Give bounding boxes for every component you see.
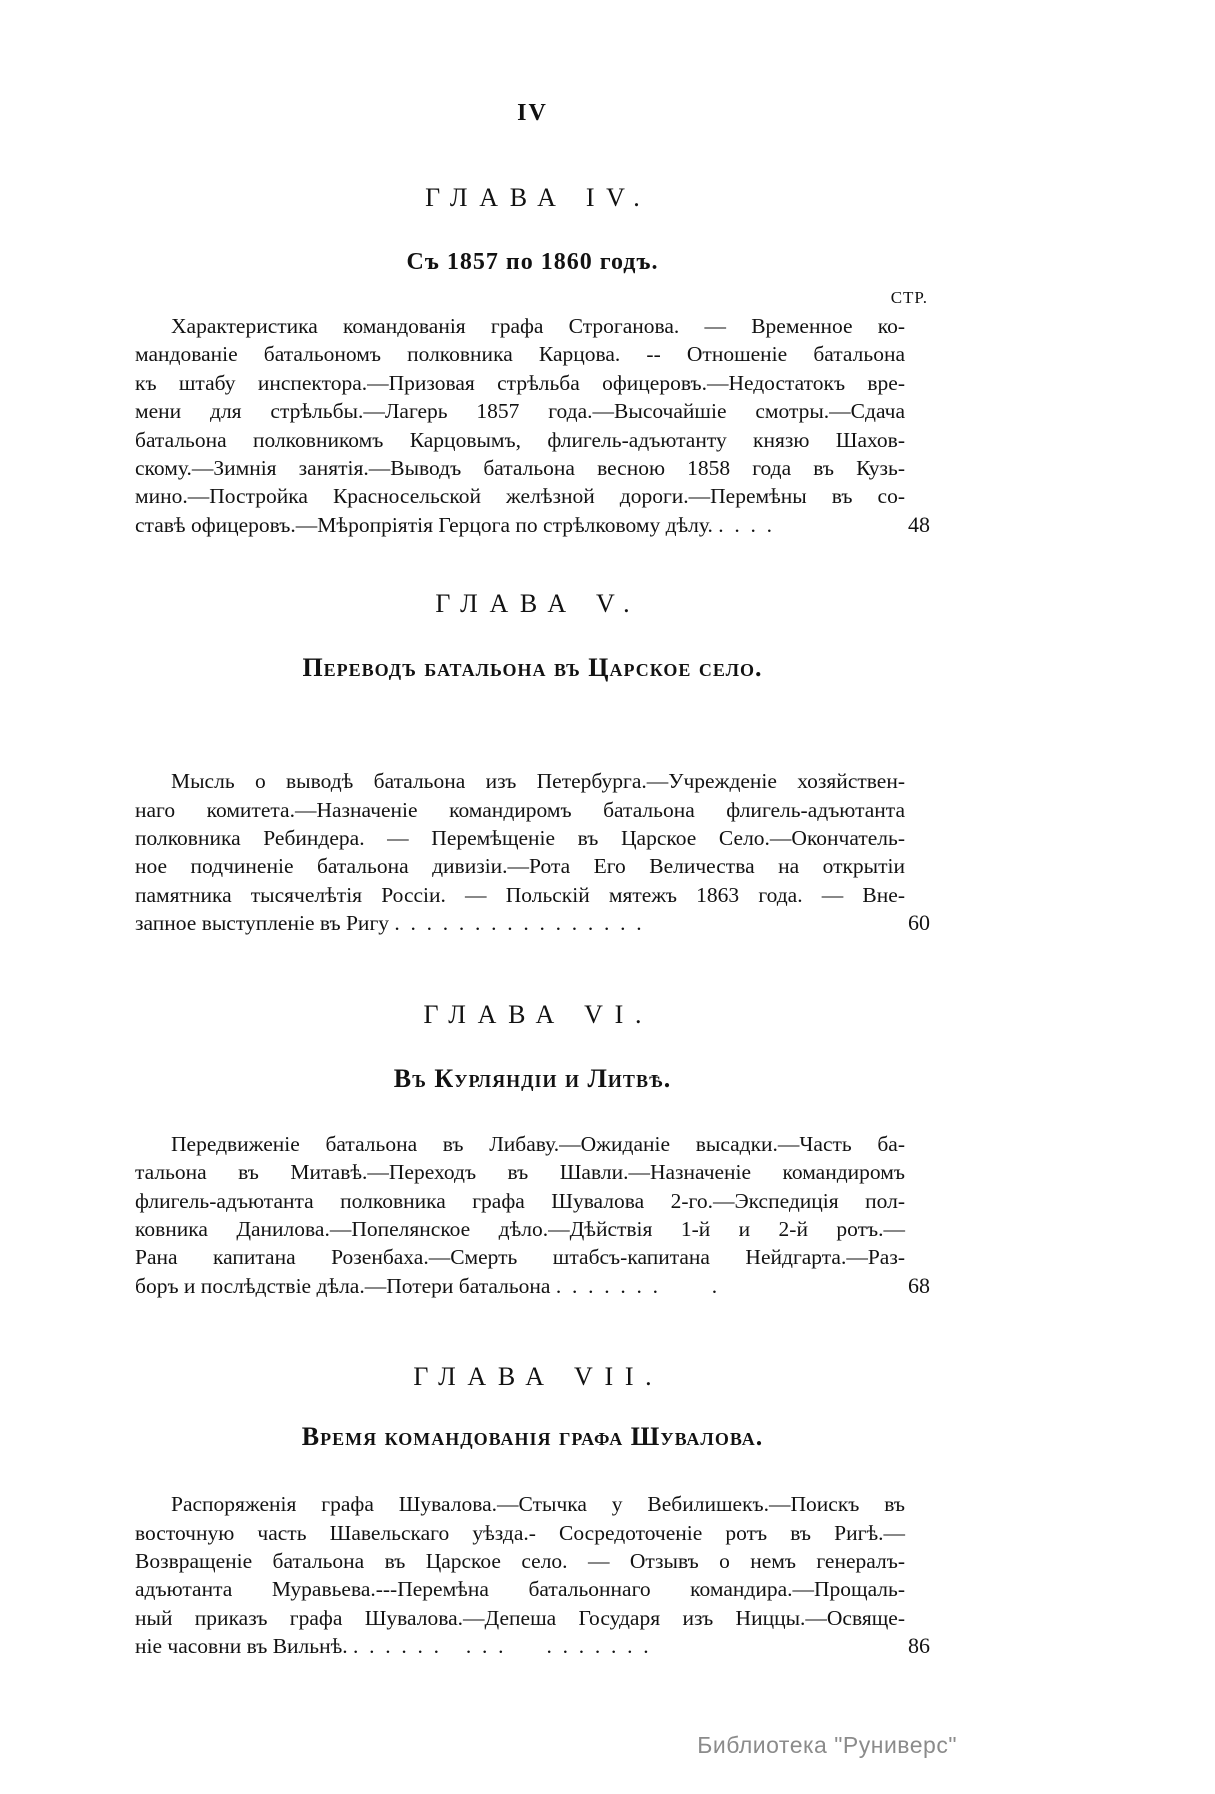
chapter-summary (135, 767, 930, 909)
summary-line: мандованіе батальономъ полковника Карцова. -- Отношеніе батальона (135, 342, 905, 367)
summary-last-line-text: боръ и послѣдствіе дѣла.—Потери батальона . . . . . . . . (135, 1273, 718, 1298)
summary-line: Передвиженіе батальона въ Либаву.—Ожиданіе высадки.—Часть ба- (171, 1131, 905, 1156)
summary-last-line (135, 1272, 930, 1300)
summary-line: Возвращеніе батальона въ Царское село. — Отзывъ о немъ генералъ- (135, 1548, 905, 1573)
summary-last-line-text: ніе часовни въ Вильнѣ. . . . . . . . . . . . . . . . . (135, 1634, 649, 1659)
summary-last-line (135, 909, 930, 937)
summary-line: флигель-адъютанта полковника графа Шувалова 2-го.—Экспедиція пол- (135, 1188, 905, 1213)
summary-line: Рана капитана Розенбаха.—Смерть штабсъ-капитана Нейдгарта.—Раз- (135, 1245, 905, 1270)
summary-last-line (135, 511, 930, 539)
chapter-section-v (135, 589, 930, 937)
chapter-summary (135, 1130, 930, 1272)
text-column (135, 0, 930, 1661)
summary-line: ное подчиненіе батальона дивизіи.—Рота Его Величества на открытіи (135, 854, 905, 879)
summary-line: адъютанта Муравьева.---Перемѣна батальоннаго командира.—Прощаль- (135, 1577, 905, 1602)
chapter-page-number: 60 (908, 910, 930, 936)
summary-line: наго комитета.—Назначеніе командиромъ батальона флигель-адъютанта (135, 797, 905, 822)
chapter-heading: ГЛАВА IV. (425, 183, 652, 212)
chapter-heading: ГЛАВА VII. (413, 1362, 664, 1392)
summary-line: восточную часть Шавельскаго уѣзда.- Сосредоточеніе ротъ въ Ригѣ.— (135, 1520, 905, 1545)
chapter-heading: ГЛАВА VI. (423, 999, 654, 1029)
chapter-section-iv (135, 183, 930, 539)
summary-line: ковника Данилова.—Попелянское дѣло.—Дѣйствія 1-й и 2-й ротъ.— (135, 1216, 905, 1241)
summary-line: Распоряженія графа Шувалова.—Стычка у Вебилишекъ.—Поискъ въ (171, 1492, 905, 1517)
chapter-page-number: 48 (908, 511, 930, 537)
summary-line: къ штабу инспектора.—Призовая стрѣльба офицеровъ.—Недостатокъ вре- (135, 370, 905, 395)
summary-line: мино.—Постройка Красносельской желѣзной дороги.—Перемѣны въ со- (135, 484, 905, 509)
summary-last-line-text: запное выступленіе въ Ригу . . . . . . . . . . . . . . . . (135, 911, 642, 936)
summary-line: мени для стрѣльбы.—Лагерь 1857 года.—Высочайшіе смотры.—Сдача (135, 399, 905, 424)
summary-last-line-text: ставѣ офицеровъ.—Мѣропріятія Герцога по стрѣлковому дѣлу. . . . . (135, 512, 773, 537)
chapter-page-number: 86 (908, 1633, 930, 1659)
chapter-subtitle: Съ 1857 по 1860 годъ. (406, 249, 659, 275)
summary-last-line (135, 1632, 930, 1660)
summary-line: скому.—Зимнія занятія.—Выводъ батальона весною 1858 года въ Кузь- (135, 456, 905, 481)
summary-line: тальона въ Митавѣ.—Переходъ въ Шавли.—Назначеніе командиромъ (135, 1160, 905, 1185)
chapter-summary (135, 312, 930, 511)
summary-line: полковника Ребиндера. — Перемѣщеніе въ Царское Село.—Окончатель- (135, 826, 905, 851)
page-folio-number: IV (517, 100, 548, 126)
summary-line: Характеристика командованія графа Строганова. — Временное ко- (171, 314, 905, 338)
chapter-subtitle: Переводъ батальона въ Царское село. (302, 653, 763, 683)
summary-line: Мысль о выводѣ батальона изъ Петербурга.—Учрежденіе хозяйствен- (171, 769, 905, 794)
chapter-subtitle: Время командованія графа Шувалова. (301, 1422, 764, 1452)
chapter-subtitle: Въ Курляндіи и Литвѣ. (393, 1063, 672, 1093)
chapter-summary (135, 1490, 930, 1632)
chapter-section-vii (135, 1362, 930, 1660)
library-watermark: Библиотека "Руниверс" (697, 1732, 957, 1758)
summary-line: ный приказъ графа Шувалова.—Депеша Государя изъ Ниццы.—Освяще- (135, 1605, 905, 1630)
chapter-page-number: 68 (908, 1272, 930, 1298)
chapter-heading: ГЛАВА V. (435, 589, 642, 619)
summary-line: батальона полковникомъ Карцовымъ, флигель-адъютанту князю Шахов- (135, 427, 905, 452)
summary-line: памятника тысячелѣтія Россіи. — Польскій мятежъ 1863 года. — Вне- (135, 882, 905, 907)
chapter-section-vi (135, 1000, 930, 1300)
page-column-header: СТР. (890, 288, 928, 307)
